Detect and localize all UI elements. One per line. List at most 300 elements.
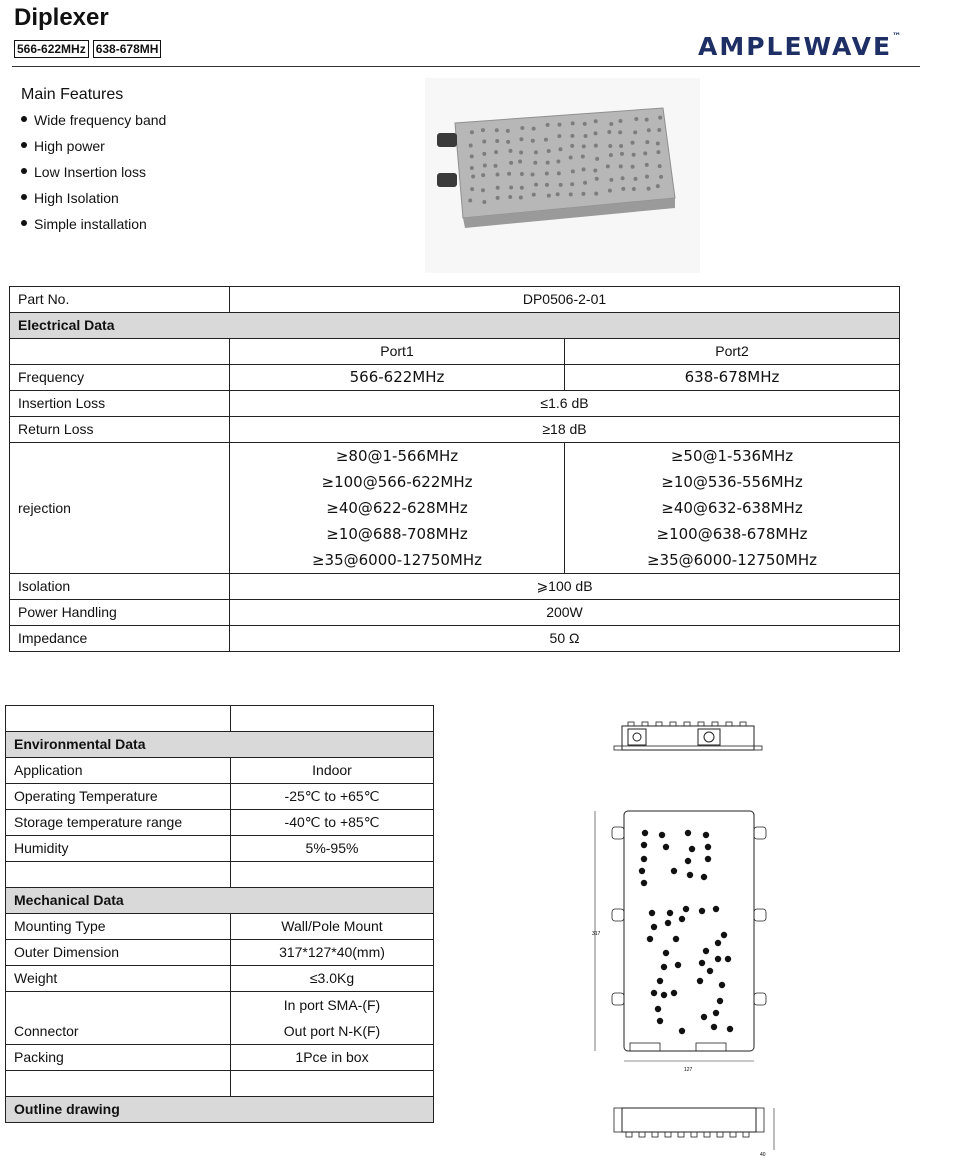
empty-cell xyxy=(231,706,434,732)
tuning-screw xyxy=(679,1028,685,1034)
photo-tuning-screw xyxy=(608,189,612,193)
photo-tuning-screw xyxy=(545,172,549,176)
photo-tuning-screw xyxy=(618,119,622,123)
photo-tuning-screw xyxy=(607,130,611,134)
outline-side-view xyxy=(606,1100,786,1158)
photo-tuning-screw xyxy=(609,178,613,182)
photo-tuning-screw xyxy=(482,200,486,204)
insertion-loss-label: Insertion Loss xyxy=(10,391,230,417)
tuning-knob xyxy=(665,1132,671,1137)
table-row xyxy=(6,706,434,732)
photo-tuning-screw xyxy=(645,163,649,167)
photo-tuning-screw xyxy=(470,130,474,134)
mounting-type-value: Wall/Pole Mount xyxy=(231,914,434,940)
photo-tuning-screw xyxy=(643,151,647,155)
section-header xyxy=(10,313,900,339)
photo-tuning-screw xyxy=(557,134,561,138)
power-handling-value: 200W xyxy=(230,600,900,626)
frequency-port2: 638-678MHz xyxy=(565,365,900,391)
tuning-screw xyxy=(727,1026,733,1032)
photo-tuning-screw xyxy=(556,192,560,196)
outline-top-view xyxy=(608,718,768,760)
photo-tuning-screw xyxy=(534,150,538,154)
tuning-screw xyxy=(685,858,691,864)
photo-tuning-screw xyxy=(656,150,660,154)
mechanical-section-title: Mechanical Data xyxy=(6,888,434,914)
bullet-icon xyxy=(21,168,27,174)
photo-tuning-screw xyxy=(581,192,585,196)
photo-tuning-screw xyxy=(481,173,485,177)
photo-tuning-screw xyxy=(645,140,649,144)
photo-tuning-screw xyxy=(631,165,635,169)
tuning-knob xyxy=(740,722,746,726)
connector-out-port: Out port N-K(F) xyxy=(283,1023,381,1039)
tuning-screw xyxy=(679,916,685,922)
tuning-screw xyxy=(655,1006,661,1012)
rejection-port1-line: ≥35@6000-12750MHz xyxy=(311,551,483,569)
bullet-icon xyxy=(21,194,27,200)
empty-cell xyxy=(231,1071,434,1097)
photo-tuning-screw xyxy=(518,160,522,164)
photo-tuning-screw xyxy=(470,166,474,170)
table-row xyxy=(6,1045,434,1071)
photo-tuning-screw xyxy=(606,164,610,168)
tuning-screw xyxy=(721,932,727,938)
empty-cell xyxy=(6,862,231,888)
mounting-tab xyxy=(754,827,766,839)
tuning-screw xyxy=(663,844,669,850)
return-loss-label: Return Loss xyxy=(10,417,230,443)
photo-tuning-screw xyxy=(506,129,510,133)
table-row xyxy=(6,966,434,992)
photo-tuning-screw xyxy=(557,123,561,127)
mounting-type-label: Mounting Type xyxy=(6,914,231,940)
photo-tuning-screw xyxy=(582,167,586,171)
photo-tuning-screw xyxy=(544,138,548,142)
tuning-screw xyxy=(661,992,667,998)
photo-tuning-screw xyxy=(645,175,649,179)
storage-temperature-value: -40℃ to +85℃ xyxy=(231,810,434,836)
section-header xyxy=(6,732,434,758)
photo-tuning-screw xyxy=(570,182,574,186)
operating-temperature-value: -25℃ to +65℃ xyxy=(231,784,434,810)
photo-tuning-screw xyxy=(470,154,474,158)
tuning-knob xyxy=(678,1132,684,1137)
table-row xyxy=(10,391,900,417)
tuning-screw xyxy=(705,856,711,862)
tuning-screw xyxy=(687,872,693,878)
photo-tuning-screw xyxy=(494,150,498,154)
bullet-icon xyxy=(21,220,27,226)
tuning-screw xyxy=(663,950,669,956)
photo-tuning-screw xyxy=(532,193,536,197)
table-row xyxy=(10,443,900,574)
photo-tuning-screw xyxy=(494,164,498,168)
tuning-screw xyxy=(683,906,689,912)
frequency-port1: 566-622MHz xyxy=(230,365,565,391)
impedance-value: 50 Ω xyxy=(230,626,900,652)
photo-tuning-screw xyxy=(584,134,588,138)
photo-tuning-screw xyxy=(532,127,536,131)
photo-tuning-screw xyxy=(506,140,510,144)
tuning-screw xyxy=(675,962,681,968)
tuning-knob xyxy=(642,722,648,726)
photo-tuning-screw xyxy=(495,173,499,177)
photo-tuning-screw xyxy=(619,144,623,148)
rejection-port1 xyxy=(230,443,565,574)
mounting-tab xyxy=(612,827,624,839)
empty-cell xyxy=(231,862,434,888)
tuning-screw xyxy=(699,960,705,966)
rejection-port1-line: ≥40@622-628MHz xyxy=(326,499,468,517)
band-1-label: 566-622MHz xyxy=(14,40,89,58)
photo-tuning-screw xyxy=(647,187,651,191)
photo-tuning-screw xyxy=(556,160,560,164)
outer-dimension-value: 317*127*40(mm) xyxy=(231,940,434,966)
rejection-port2 xyxy=(565,443,900,574)
tuning-screw xyxy=(713,906,719,912)
tuning-knob xyxy=(704,1132,710,1137)
return-loss-value: ≥18 dB xyxy=(230,417,900,443)
photo-tuning-screw xyxy=(631,141,635,145)
product-photo xyxy=(425,78,700,273)
section-header xyxy=(6,1097,434,1123)
tuning-screw xyxy=(715,956,721,962)
feature-item: Low Insertion loss xyxy=(21,162,166,188)
header-divider xyxy=(12,66,920,67)
table-row xyxy=(10,287,900,313)
photo-tuning-screw xyxy=(594,131,598,135)
part-no-label: Part No. xyxy=(10,287,230,313)
impedance-label: Impedance xyxy=(10,626,230,652)
rejection-port2-line: ≥10@536-556MHz xyxy=(661,473,803,491)
photo-tuning-screw xyxy=(609,122,613,126)
photo-tuning-screw xyxy=(519,137,523,141)
rejection-port2-line: ≥35@6000-12750MHz xyxy=(646,551,818,569)
empty-cell xyxy=(6,706,231,732)
table-row xyxy=(6,862,434,888)
tuning-screw xyxy=(641,880,647,886)
photo-tuning-screw xyxy=(520,126,524,130)
table-row xyxy=(10,626,900,652)
section-header xyxy=(6,888,434,914)
connector-value xyxy=(231,992,434,1045)
environmental-mechanical-table xyxy=(5,705,434,1123)
port1-header: Port1 xyxy=(230,339,565,365)
tuning-screw xyxy=(703,948,709,954)
photo-tuning-screw xyxy=(594,144,598,148)
table-row xyxy=(6,914,434,940)
table-row xyxy=(6,758,434,784)
photo-tuning-screw xyxy=(571,121,575,125)
photo-tuning-screw xyxy=(633,130,637,134)
tuning-knob xyxy=(652,1132,658,1137)
photo-tuning-screw xyxy=(569,192,573,196)
photo-tuning-screw xyxy=(481,128,485,132)
outline-front-view xyxy=(590,805,780,1075)
application-value: Indoor xyxy=(231,758,434,784)
table-row xyxy=(10,417,900,443)
table-row xyxy=(10,574,900,600)
feature-item: High power xyxy=(21,136,166,162)
dim-depth-label: 40 xyxy=(760,1152,766,1158)
photo-tuning-screw xyxy=(519,196,523,200)
operating-temperature-label: Operating Temperature xyxy=(6,784,231,810)
photo-tuning-screw xyxy=(496,186,500,190)
tuning-screw xyxy=(671,990,677,996)
photo-tuning-screw xyxy=(618,130,622,134)
tuning-screw xyxy=(639,868,645,874)
connector-in-port: In port SMA-(F) xyxy=(283,997,381,1013)
mounting-tab xyxy=(754,909,766,921)
photo-tuning-screw xyxy=(595,177,599,181)
outer-dimension-label: Outer Dimension xyxy=(6,940,231,966)
photo-tuning-screw xyxy=(609,153,613,157)
tuning-knob xyxy=(726,722,732,726)
frequency-label: Frequency xyxy=(10,365,230,391)
photo-tuning-screw xyxy=(495,139,499,143)
feature-item: High Isolation xyxy=(21,188,166,214)
photo-tuning-screw xyxy=(481,188,485,192)
photo-tuning-screw xyxy=(509,186,513,190)
photo-tuning-screw xyxy=(621,187,625,191)
photo-tuning-screw xyxy=(531,139,535,143)
port2-header: Port2 xyxy=(565,339,900,365)
photo-tuning-screw xyxy=(557,171,561,175)
photo-tuning-screw xyxy=(582,144,586,148)
isolation-value: ⩾100 dB xyxy=(230,574,900,600)
empty-cell xyxy=(10,339,230,365)
tuning-screw xyxy=(641,842,647,848)
isolation-label: Isolation xyxy=(10,574,230,600)
photo-tuning-screw xyxy=(632,153,636,157)
tuning-knob xyxy=(743,1132,749,1137)
brand-logo-text: AMPLEWAVE xyxy=(698,32,893,61)
tuning-screw xyxy=(641,856,647,862)
bullet-icon xyxy=(21,142,27,148)
empty-cell xyxy=(6,1071,231,1097)
table-row xyxy=(6,992,434,1045)
photo-tuning-screw xyxy=(546,161,550,165)
tuning-screw xyxy=(657,1018,663,1024)
photo-tuning-screw xyxy=(520,186,524,190)
photo-tuning-screw xyxy=(571,169,575,173)
dim-width-label: 127 xyxy=(684,1067,693,1073)
tuning-screw xyxy=(717,998,723,1004)
photo-tuning-screw xyxy=(483,163,487,167)
tuning-screw xyxy=(651,924,657,930)
packing-label: Packing xyxy=(6,1045,231,1071)
photo-tuning-screw xyxy=(534,183,538,187)
electrical-section-title: Electrical Data xyxy=(10,313,900,339)
photo-tuning-screw xyxy=(519,150,523,154)
photo-tuning-screw xyxy=(508,195,512,199)
photo-tuning-screw xyxy=(621,176,625,180)
table-row xyxy=(10,365,900,391)
humidity-value: 5%-95% xyxy=(231,836,434,862)
photo-tuning-screw xyxy=(471,175,475,179)
mounting-tab xyxy=(612,993,624,1005)
tuning-knob xyxy=(712,722,718,726)
photo-tuning-screw xyxy=(547,194,551,198)
table-row xyxy=(10,600,900,626)
tuning-knob xyxy=(684,722,690,726)
photo-tuning-screw xyxy=(547,149,551,153)
photo-tuning-screw xyxy=(469,143,473,147)
photo-tuning-screw xyxy=(583,122,587,126)
rejection-port2-line: ≥40@632-638MHz xyxy=(661,499,803,517)
tuning-screw xyxy=(707,968,713,974)
photo-tuning-screw xyxy=(632,187,636,191)
photo-tuning-screw xyxy=(593,169,597,173)
connector-label: Connector xyxy=(6,992,231,1045)
feature-item: Wide frequency band xyxy=(21,110,166,136)
tuning-screw xyxy=(649,910,655,916)
photo-tuning-screw xyxy=(656,141,660,145)
photo-tuning-screw xyxy=(559,183,563,187)
rejection-port2-line: ≥50@1-536MHz xyxy=(670,447,794,465)
features-list xyxy=(21,110,166,240)
application-label: Application xyxy=(6,758,231,784)
trademark-mark: ™ xyxy=(892,32,902,42)
tuning-screw xyxy=(689,846,695,852)
photo-tuning-screw xyxy=(619,164,623,168)
tuning-screw xyxy=(651,990,657,996)
table-row xyxy=(6,784,434,810)
feature-item: Simple installation xyxy=(21,214,166,240)
photo-tuning-screw xyxy=(509,161,513,165)
table-row xyxy=(10,339,900,365)
photo-tuning-screw xyxy=(594,119,598,123)
tuning-screw xyxy=(685,830,691,836)
tuning-knob xyxy=(639,1132,645,1137)
tuning-screw xyxy=(701,874,707,880)
tuning-knob xyxy=(670,722,676,726)
mounting-tab xyxy=(612,909,624,921)
photo-tuning-screw xyxy=(507,172,511,176)
photo-tuning-screw xyxy=(595,157,599,161)
outline-drawing-title: Outline drawing xyxy=(6,1097,434,1123)
brand-logo xyxy=(698,32,901,61)
storage-temperature-label: Storage temperature range xyxy=(6,810,231,836)
tuning-knob xyxy=(717,1132,723,1137)
photo-tuning-screw xyxy=(468,198,472,202)
photo-tuning-screw xyxy=(647,128,651,132)
tuning-screw xyxy=(715,940,721,946)
photo-tuning-screw xyxy=(545,183,549,187)
photo-tuning-screw xyxy=(470,187,474,191)
tuning-knob xyxy=(656,722,662,726)
features-title: Main Features xyxy=(21,86,124,103)
table-row xyxy=(6,810,434,836)
tuning-screw xyxy=(659,832,665,838)
photo-tuning-screw xyxy=(656,184,660,188)
photo-tuning-screw xyxy=(482,152,486,156)
rejection-port1-line: ≥80@1-566MHz xyxy=(335,447,459,465)
photo-tuning-screw xyxy=(570,144,574,148)
tuning-screw xyxy=(699,908,705,914)
power-handling-label: Power Handling xyxy=(10,600,230,626)
tuning-screw xyxy=(705,844,711,850)
tuning-screw xyxy=(719,982,725,988)
photo-tuning-screw xyxy=(645,118,649,122)
photo-tuning-screw xyxy=(634,177,638,181)
connector-top xyxy=(437,133,457,147)
photo-tuning-screw xyxy=(657,128,661,132)
photo-tuning-screw xyxy=(508,149,512,153)
photo-tuning-screw xyxy=(634,117,638,121)
rejection-label: rejection xyxy=(10,443,230,574)
table-row xyxy=(6,940,434,966)
packing-value: 1Pce in box xyxy=(231,1045,434,1071)
photo-tuning-screw xyxy=(558,147,562,151)
weight-value: ≤3.0Kg xyxy=(231,966,434,992)
photo-tuning-screw xyxy=(520,172,524,176)
tuning-screw xyxy=(642,830,648,836)
tuning-knob xyxy=(698,722,704,726)
weight-label: Weight xyxy=(6,966,231,992)
tuning-screw xyxy=(647,936,653,942)
tuning-knob xyxy=(730,1132,736,1137)
connector-bottom xyxy=(437,173,457,187)
photo-tuning-screw xyxy=(658,116,662,120)
tuning-screw xyxy=(673,936,679,942)
photo-tuning-screw xyxy=(546,123,550,127)
tuning-screw xyxy=(711,1024,717,1030)
photo-tuning-screw xyxy=(533,161,537,165)
tuning-screw xyxy=(661,964,667,970)
tuning-screw xyxy=(671,868,677,874)
photo-tuning-screw xyxy=(531,173,535,177)
band-2-label: 638-678MH xyxy=(93,40,162,58)
humidity-label: Humidity xyxy=(6,836,231,862)
tuning-screw xyxy=(657,978,663,984)
photo-tuning-screw xyxy=(583,181,587,185)
photo-tuning-screw xyxy=(620,152,624,156)
table-row xyxy=(6,1071,434,1097)
tuning-screw xyxy=(725,956,731,962)
tuning-screw xyxy=(665,920,671,926)
part-no-value: DP0506-2-01 xyxy=(230,287,900,313)
photo-tuning-screw xyxy=(608,144,612,148)
rejection-port2-line: ≥100@638-678MHz xyxy=(656,525,808,543)
environmental-section-title: Environmental Data xyxy=(6,732,434,758)
tuning-knob xyxy=(628,722,634,726)
photo-tuning-screw xyxy=(570,134,574,138)
table-row xyxy=(6,836,434,862)
bullet-icon xyxy=(21,116,27,122)
tuning-knob xyxy=(626,1132,632,1137)
mounting-tab xyxy=(754,993,766,1005)
tuning-screw xyxy=(703,832,709,838)
page-title: Diplexer xyxy=(14,4,109,31)
tuning-screw xyxy=(701,1014,707,1020)
photo-tuning-screw xyxy=(482,140,486,144)
photo-tuning-screw xyxy=(594,192,598,196)
rejection-port1-line: ≥100@566-622MHz xyxy=(321,473,473,491)
photo-tuning-screw xyxy=(659,175,663,179)
band-labels xyxy=(14,40,161,58)
tuning-screw xyxy=(697,978,703,984)
photo-tuning-screw xyxy=(495,128,499,132)
electrical-spec-table xyxy=(9,286,900,652)
tuning-screw xyxy=(713,1010,719,1016)
tuning-knob xyxy=(691,1132,697,1137)
photo-tuning-screw xyxy=(658,164,662,168)
tuning-screw xyxy=(667,910,673,916)
insertion-loss-value: ≤1.6 dB xyxy=(230,391,900,417)
photo-tuning-screw xyxy=(581,154,585,158)
